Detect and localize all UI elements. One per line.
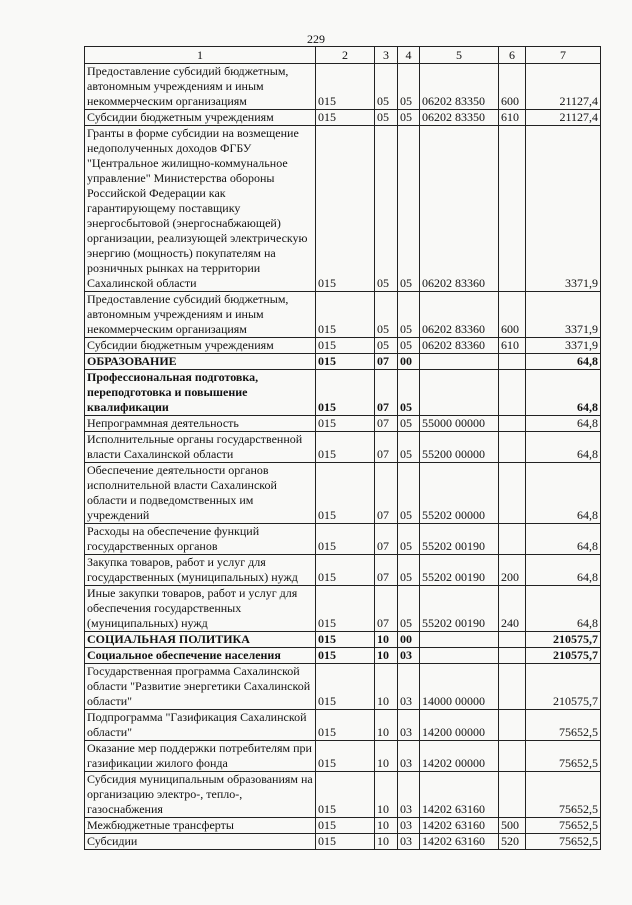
amount: 75652,5 (526, 710, 601, 741)
expense-type-code (499, 463, 526, 524)
section-code: 10 (375, 664, 398, 710)
target-article-code: 14202 00000 (420, 741, 499, 772)
subsection-code: 05 (398, 126, 420, 292)
row-name: Предоставление субсидий бюджетным, автономным учреждениям и иным некоммерческим организациям (85, 292, 316, 338)
table-row (85, 834, 601, 850)
section-code: 07 (375, 463, 398, 524)
subsection-code: 05 (398, 338, 420, 354)
table-row (85, 292, 601, 338)
amount: 64,8 (526, 524, 601, 555)
expense-type-code (499, 632, 526, 648)
subsection-code: 03 (398, 710, 420, 741)
section-code: 07 (375, 416, 398, 432)
section-code: 05 (375, 126, 398, 292)
row-name: Субсидия муниципальным образованиям на организацию электро-, тепло-, газоснабжения (85, 772, 316, 818)
table-row (85, 338, 601, 354)
expense-type-code (499, 741, 526, 772)
ministry-code: 015 (316, 818, 375, 834)
ministry-code: 015 (316, 463, 375, 524)
section-code: 07 (375, 370, 398, 416)
table-row (85, 586, 601, 632)
header-row (85, 47, 601, 64)
table-row (85, 632, 601, 648)
table-row (85, 772, 601, 818)
table-row (85, 741, 601, 772)
subsection-code: 00 (398, 354, 420, 370)
ministry-code: 015 (316, 834, 375, 850)
target-article-code: 55000 00000 (420, 416, 499, 432)
row-name: Непрограммная деятельность (85, 416, 316, 432)
target-article-code: 14000 00000 (420, 664, 499, 710)
column-header: 2 (316, 47, 375, 64)
expense-type-code: 200 (499, 555, 526, 586)
subsection-code: 05 (398, 463, 420, 524)
ministry-code: 015 (316, 64, 375, 110)
subsection-code: 03 (398, 772, 420, 818)
expense-type-code: 500 (499, 818, 526, 834)
section-code: 10 (375, 834, 398, 850)
target-article-code: 06202 83350 (420, 110, 499, 126)
section-code: 05 (375, 110, 398, 126)
table-row (85, 126, 601, 292)
expense-type-code (499, 524, 526, 555)
table-row (85, 818, 601, 834)
column-header: 1 (85, 47, 316, 64)
expense-type-code: 240 (499, 586, 526, 632)
ministry-code: 015 (316, 632, 375, 648)
table-row (85, 710, 601, 741)
amount: 75652,5 (526, 818, 601, 834)
row-name: СОЦИАЛЬНАЯ ПОЛИТИКА (85, 632, 316, 648)
amount: 64,8 (526, 586, 601, 632)
expense-type-code: 610 (499, 110, 526, 126)
expense-type-code (499, 648, 526, 664)
amount: 210575,7 (526, 632, 601, 648)
target-article-code: 06202 83350 (420, 64, 499, 110)
row-name: Гранты в форме субсидии на возмещение недополученных доходов ФГБУ "Центральное жилищно-коммунальное управление" Министерства обороны Российской Федерации как гарантирующему поставщику энергосбытовой (энергоснабжающей) организации, реализующей электрическую энергию (мощность) покупателям на розничных рынках на территории Сахалинской области (85, 126, 316, 292)
target-article-code: 14202 63160 (420, 834, 499, 850)
table-row (85, 463, 601, 524)
amount: 64,8 (526, 463, 601, 524)
row-name: Межбюджетные трансферты (85, 818, 316, 834)
amount: 210575,7 (526, 664, 601, 710)
target-article-code: 55202 00190 (420, 555, 499, 586)
target-article-code: 55202 00190 (420, 586, 499, 632)
subsection-code: 05 (398, 292, 420, 338)
ministry-code: 015 (316, 354, 375, 370)
section-code: 10 (375, 772, 398, 818)
target-article-code: 55202 00190 (420, 524, 499, 555)
page-number: 229 (307, 32, 325, 46)
column-header: 5 (420, 47, 499, 64)
row-name: Социальное обеспечение населения (85, 648, 316, 664)
subsection-code: 03 (398, 818, 420, 834)
section-code: 07 (375, 524, 398, 555)
expense-type-code: 610 (499, 338, 526, 354)
section-code: 05 (375, 292, 398, 338)
expense-type-code: 520 (499, 834, 526, 850)
section-code: 10 (375, 818, 398, 834)
target-article-code (420, 632, 499, 648)
subsection-code: 05 (398, 586, 420, 632)
row-name: ОБРАЗОВАНИЕ (85, 354, 316, 370)
amount: 64,8 (526, 555, 601, 586)
ministry-code: 015 (316, 664, 375, 710)
section-code: 10 (375, 741, 398, 772)
target-article-code (420, 354, 499, 370)
ministry-code: 015 (316, 648, 375, 664)
row-name: Государственная программа Сахалинской области "Развитие энергетики Сахалинской области" (85, 664, 316, 710)
subsection-code: 05 (398, 555, 420, 586)
expense-type-code (499, 370, 526, 416)
column-header: 7 (526, 47, 601, 64)
column-header: 6 (499, 47, 526, 64)
subsection-code: 05 (398, 432, 420, 463)
target-article-code: 06202 83360 (420, 292, 499, 338)
subsection-code: 03 (398, 648, 420, 664)
table-row (85, 555, 601, 586)
ministry-code: 015 (316, 710, 375, 741)
ministry-code: 015 (316, 524, 375, 555)
row-name: Субсидии бюджетным учреждениям (85, 338, 316, 354)
ministry-code: 015 (316, 416, 375, 432)
subsection-code: 05 (398, 64, 420, 110)
table-row (85, 648, 601, 664)
budget-table (84, 46, 601, 850)
section-code: 07 (375, 354, 398, 370)
ministry-code: 015 (316, 338, 375, 354)
row-name: Профессиональная подготовка, переподготовка и повышение квалификации (85, 370, 316, 416)
target-article-code: 14202 63160 (420, 772, 499, 818)
target-article-code: 06202 83360 (420, 338, 499, 354)
amount: 64,8 (526, 416, 601, 432)
row-name: Оказание мер поддержки потребителям при газификации жилого фонда (85, 741, 316, 772)
expense-type-code (499, 432, 526, 463)
subsection-code: 05 (398, 524, 420, 555)
section-code: 07 (375, 432, 398, 463)
amount: 64,8 (526, 432, 601, 463)
subsection-code: 05 (398, 110, 420, 126)
target-article-code: 06202 83360 (420, 126, 499, 292)
amount: 3371,9 (526, 126, 601, 292)
expense-type-code (499, 354, 526, 370)
row-name: Иные закупки товаров, работ и услуг для обеспечения государственных (муниципальных) нужд (85, 586, 316, 632)
row-name: Закупка товаров, работ и услуг для государственных (муниципальных) нужд (85, 555, 316, 586)
ministry-code: 015 (316, 370, 375, 416)
amount: 21127,4 (526, 64, 601, 110)
section-code: 10 (375, 648, 398, 664)
row-name: Субсидии бюджетным учреждениям (85, 110, 316, 126)
amount: 64,8 (526, 370, 601, 416)
section-code: 05 (375, 64, 398, 110)
target-article-code: 55202 00000 (420, 463, 499, 524)
subsection-code: 03 (398, 664, 420, 710)
table-row (85, 524, 601, 555)
target-article-code: 14202 63160 (420, 818, 499, 834)
ministry-code: 015 (316, 772, 375, 818)
amount: 64,8 (526, 354, 601, 370)
amount: 75652,5 (526, 834, 601, 850)
column-header: 4 (398, 47, 420, 64)
amount: 3371,9 (526, 338, 601, 354)
ministry-code: 015 (316, 292, 375, 338)
target-article-code (420, 648, 499, 664)
expense-type-code (499, 126, 526, 292)
ministry-code: 015 (316, 741, 375, 772)
ministry-code: 015 (316, 126, 375, 292)
section-code: 05 (375, 338, 398, 354)
section-code: 10 (375, 710, 398, 741)
row-name: Подпрограмма "Газификация Сахалинской области" (85, 710, 316, 741)
subsection-code: 03 (398, 834, 420, 850)
subsection-code: 00 (398, 632, 420, 648)
table-row (85, 370, 601, 416)
subsection-code: 05 (398, 370, 420, 416)
amount: 3371,9 (526, 292, 601, 338)
amount: 75652,5 (526, 741, 601, 772)
row-name: Расходы на обеспечение функций государственных органов (85, 524, 316, 555)
ministry-code: 015 (316, 586, 375, 632)
subsection-code: 03 (398, 741, 420, 772)
table-row (85, 416, 601, 432)
row-name: Субсидии (85, 834, 316, 850)
table-row (85, 64, 601, 110)
subsection-code: 05 (398, 416, 420, 432)
column-header: 3 (375, 47, 398, 64)
expense-type-code (499, 416, 526, 432)
expense-type-code: 600 (499, 64, 526, 110)
expense-type-code (499, 772, 526, 818)
expense-type-code (499, 710, 526, 741)
table-row (85, 354, 601, 370)
ministry-code: 015 (316, 432, 375, 463)
table-row (85, 110, 601, 126)
target-article-code (420, 370, 499, 416)
table-row (85, 432, 601, 463)
section-code: 10 (375, 632, 398, 648)
amount: 75652,5 (526, 772, 601, 818)
target-article-code: 55200 00000 (420, 432, 499, 463)
row-name: Исполнительные органы государственной власти Сахалинской области (85, 432, 316, 463)
expense-type-code (499, 664, 526, 710)
ministry-code: 015 (316, 110, 375, 126)
amount: 210575,7 (526, 648, 601, 664)
target-article-code: 14200 00000 (420, 710, 499, 741)
amount: 21127,4 (526, 110, 601, 126)
section-code: 07 (375, 586, 398, 632)
ministry-code: 015 (316, 555, 375, 586)
row-name: Обеспечение деятельности органов исполнительной власти Сахалинской области и подведомственных им учреждений (85, 463, 316, 524)
row-name: Предоставление субсидий бюджетным, автономным учреждениям и иным некоммерческим организациям (85, 64, 316, 110)
expense-type-code: 600 (499, 292, 526, 338)
section-code: 07 (375, 555, 398, 586)
table-row (85, 664, 601, 710)
